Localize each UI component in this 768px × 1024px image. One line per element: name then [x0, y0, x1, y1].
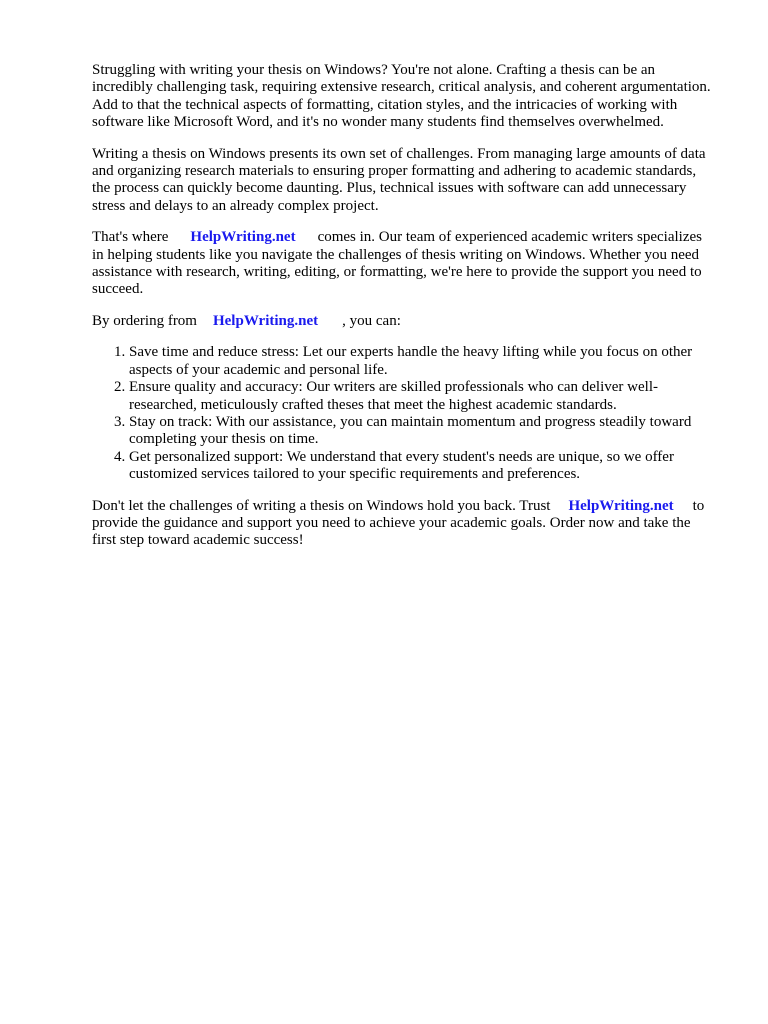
paragraph-ordering — [92, 313, 716, 330]
list-item: 3. Stay on track: With our assistance, you can maintain momentum and progress steadily toward completing your thesis on time. — [129, 414, 716, 449]
closing-lead-text: Don't let the challenges of writing a thesis on Windows hold you back. Trust — [92, 497, 551, 514]
ordering-lead-text: By ordering from — [92, 312, 197, 329]
closing-rest-text: to provide the guidance and support you need to achieve your academic goals. Order now and take the first step toward academic success! — [92, 497, 705, 549]
paragraph-challenges: Writing a thesis on Windows presents its own set of challenges. From managing large amounts of data and organizing research materials to ensuring proper formatting and adhering to academic standards, the process can quickly become daunting. Plus, technical issues with software can add unnecessary stress and delays to an already complex project. — [92, 145, 706, 214]
benefits-list — [92, 344, 716, 483]
ordering-rest-text: , you can: — [342, 312, 401, 329]
helpwriting-link-2[interactable]: HelpWriting.net — [212, 312, 319, 329]
document-body — [92, 62, 716, 564]
service-lead-text: That's where — [92, 229, 169, 246]
list-item: 2. Ensure quality and accuracy: Our writers are skilled professionals who can deliver well-researched, meticulously crafted theses that meet the highest academic standards. — [129, 379, 716, 414]
helpwriting-link-1[interactable]: HelpWriting.net — [190, 229, 296, 246]
service-rest-text: comes in. Our team of experienced academic writers specializes in helping students like you navigate the challenges of thesis writing on Windows. Whether you need assistance with research, writing, editing, or formatting, we're here to provide the support you need to succeed. — [92, 229, 702, 298]
list-item: 4. Get personalized support: We understand that every student's needs are unique, so we offer customized services tailored to your specific requirements and preferences. — [129, 449, 716, 484]
paragraph-service — [92, 229, 716, 299]
paragraph-closing — [92, 498, 716, 550]
paragraph-intro: Struggling with writing your thesis on Windows? You're not alone. Crafting a thesis can be an incredibly challenging task, requiring extensive research, critical analysis, and coherent argumentation. Add to that the technical aspects of formatting, citation styles, and the intricacies of working with software like Microsoft Word, and it's no wonder many students find themselves overwhelmed. — [92, 62, 711, 131]
list-item: 1. Save time and reduce stress: Let our experts handle the heavy lifting while you focus on other aspects of your academic and personal life. — [129, 344, 716, 379]
helpwriting-link-3[interactable]: HelpWriting.net — [568, 497, 674, 514]
